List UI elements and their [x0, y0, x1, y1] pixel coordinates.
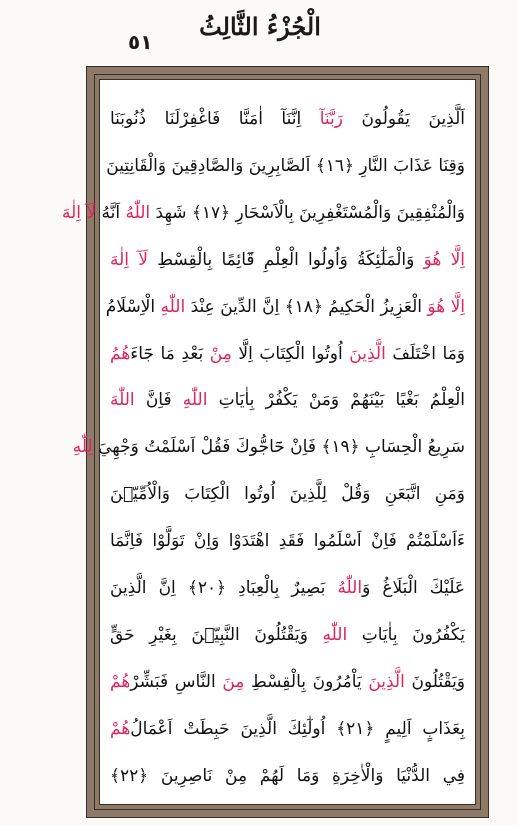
- decorative-frame: [61, 66, 489, 818]
- highlighted-word: رَبَّنَآ: [319, 109, 343, 129]
- verse-line: [110, 387, 465, 414]
- verse-line: [110, 669, 465, 696]
- highlighted-word: لَآ اِلٰهَ: [61, 202, 97, 223]
- highlighted-word: لَآ اِلٰهَ: [110, 249, 148, 270]
- verse-text: يَاْمُرُونَ بِالْقِسْطِ: [244, 671, 369, 692]
- verse-text: عَلَيْكَ الْبَلَاغُ وَ: [362, 578, 465, 599]
- verse-text: اَلَّذِينَ يَقُولُونَ: [342, 109, 466, 129]
- verse-line: [110, 763, 465, 790]
- verse-text: وَيَقْتُلُونَ النَّبِيّٖنَ بِغَيْرِ حَقٍّ: [110, 624, 323, 645]
- verse-line: [110, 247, 465, 274]
- verse-text: وَمَنِ اتَّبَعَنِ وَقُلْ لِلَّذِينَ اُوتُوا الْكِتَابَ وَالْاُمِّيّٖنَ: [110, 484, 465, 505]
- verse-text: يَكْفُرُونَ بِاٰيَاتِ: [347, 624, 465, 645]
- verse-text: فِي الدُّنْيَا وَالْاٰخِرَةِ وَمَا لَهُمْ مِنْ نَاصِرِينَ ﴿٢٢﴾: [110, 765, 465, 786]
- verse-text: النَّاسِ فَبَشِّرْ: [130, 671, 223, 692]
- verse-text: بَصِيرٌ بِالْعِبَادِ ﴿٢٠﴾ اِنَّ الَّذِينَ: [110, 578, 338, 599]
- highlighted-word: اِلَّا هُوَ: [427, 296, 465, 317]
- verse-text: الْعَزِيزُ الْحَكِيمُ ﴿١٨﴾ اِنَّ الدِّينَ عِنْدَ: [185, 296, 428, 317]
- highlighted-word: اِلَّا هُوَ: [423, 249, 465, 270]
- highlighted-word: هُمُ: [110, 343, 131, 364]
- verse-text: اَنَّهُ: [96, 202, 126, 223]
- highlighted-word: هُمْ: [110, 671, 131, 692]
- highlighted-word: اللّٰهِ: [182, 390, 208, 411]
- highlighted-word: اللّٰهُ: [125, 202, 151, 223]
- verse-line: [110, 106, 465, 133]
- page-number: ٥١: [128, 30, 153, 54]
- verse-line: [110, 575, 465, 602]
- verse-text: سَرِيعُ الْحِسَابِ ﴿١٩﴾ فَاِنْ حَٓاجُّوكَ فَقُلْ اَسْلَمْتُ وَجْهِيَ: [92, 437, 465, 458]
- juz-title: الْجُزْءُ الثَّالِثُ: [199, 12, 321, 41]
- verse-line: [110, 481, 465, 508]
- highlighted-word: مِنَ: [222, 671, 245, 692]
- verse-text: وَالْمَلٰٓئِكَةُ وَاُولُوا الْعِلْمِ قَٓائِمًا بِالْقِسْطِ: [147, 249, 424, 270]
- verse-lines: [61, 106, 466, 790]
- verse-text: فَاِنَّ: [134, 390, 183, 411]
- verse-line: [110, 528, 465, 555]
- highlighted-word: اللّٰهَ: [110, 390, 135, 411]
- verse-line: [72, 434, 465, 461]
- text-panel: [61, 79, 476, 805]
- highlighted-word: اللّٰهُ: [337, 578, 363, 599]
- verse-line: [110, 341, 465, 368]
- highlighted-word: مِنْ: [209, 343, 232, 364]
- verse-text: وَمَا اخْتَلَفَ: [385, 343, 466, 364]
- highlighted-word: الَّذِينَ: [368, 671, 405, 692]
- verse-line: [110, 716, 465, 743]
- verse-line: [61, 200, 465, 227]
- page-header: [0, 0, 518, 66]
- highlighted-word: اللّٰهِ: [322, 624, 348, 645]
- verse-text: وَالْمُنْفِقِينَ وَالْمُسْتَغْفِرِينَ بِالْاَسْحَارِ ﴿١٧﴾ شَهِدَ: [150, 202, 465, 223]
- verse-text: ءَاَسْلَمْتُمْ فَاِنْ اَسْلَمُوا فَقَدِ اهْتَدَوْا وَاِنْ تَوَلَّوْا فَاِنَّمَا: [110, 531, 465, 552]
- highlighted-word: هُمْ: [110, 718, 131, 739]
- highlighted-word: لِلّٰهِ: [72, 437, 93, 458]
- verse-line: [110, 622, 465, 649]
- verse-text: اُوتُوا الْكِتَابَ اِلَّا: [231, 343, 350, 364]
- verse-text: الْعِلْمُ بَغْيًا بَيْنَهُمْ وَمَنْ يَكْفُرْ بِاٰيَاتِ: [207, 390, 465, 411]
- verse-text: وَيَقْتُلُونَ: [404, 671, 466, 692]
- highlighted-word: اللّٰهِ: [160, 296, 186, 317]
- verse-text: بِعَذَابٍ اَلِيمٍ ﴿٢١﴾ اُولٰٓئِكَ الَّذِينَ حَبِطَتْ اَعْمَالُ: [130, 718, 466, 739]
- verse-text: وَقِنَا عَذَابَ النَّارِ ﴿١٦﴾ اَلصَّابِرِينَ وَالصَّادِقِينَ وَالْقَانِتِينَ: [106, 155, 465, 176]
- verse-text: بَعْدِ مَا جَٓاءَ: [130, 343, 210, 364]
- verse-line: [105, 294, 465, 321]
- highlighted-word: الَّذِينَ: [349, 343, 386, 364]
- verse-text: الْاِسْلَامُ: [105, 296, 161, 317]
- verse-line: [106, 153, 465, 180]
- verse-text: اِنَّنَآ اٰمَنَّا فَاغْفِرْلَنَا ذُنُوبَنَا: [110, 109, 320, 129]
